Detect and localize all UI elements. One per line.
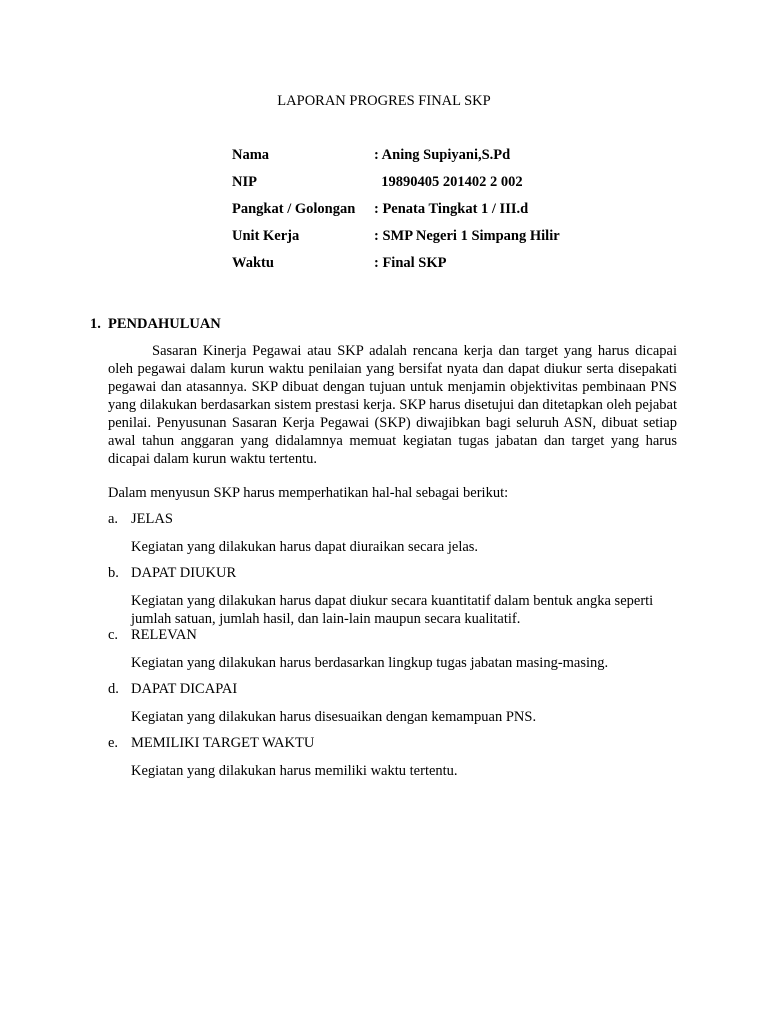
list-item-mark: a.: [108, 511, 119, 527]
section-paragraph: [108, 342, 677, 468]
info-value-waktu: : Final SKP: [374, 255, 447, 271]
list-item-title: MEMILIKI TARGET WAKTU: [131, 735, 315, 751]
list-item-desc: Kegiatan yang dilakukan harus memiliki waktu tertentu.: [131, 763, 458, 779]
info-label-nama: Nama: [232, 147, 270, 163]
info-label-nip: NIP: [232, 174, 257, 190]
list-item-mark: c.: [108, 627, 119, 643]
list-item-mark: b.: [108, 565, 119, 581]
info-value-nama: : Aning Supiyani,S.Pd: [374, 147, 511, 163]
list-item-title: JELAS: [131, 511, 173, 527]
list-item-title: DAPAT DICAPAI: [131, 681, 238, 697]
info-value-unit-kerja: : SMP Negeri 1 Simpang Hilir: [374, 228, 560, 244]
document-title: LAPORAN PROGRES FINAL SKP: [277, 93, 491, 109]
section-title: PENDAHULUAN: [108, 316, 221, 332]
list-item-mark: d.: [108, 681, 119, 697]
section-number: 1.: [90, 316, 101, 332]
list-item-desc: Kegiatan yang dilakukan harus berdasarkan lingkup tugas jabatan masing-masing.: [131, 655, 609, 671]
list-item-title: DAPAT DIUKUR: [131, 565, 237, 581]
info-label-pangkat: Pangkat / Golongan: [232, 201, 356, 217]
list-item-mark: e.: [108, 735, 119, 751]
section-intro: Dalam menyusun SKP harus memperhatikan hal-hal sebagai berikut:: [108, 485, 509, 501]
list-item-desc: Kegiatan yang dilakukan harus disesuaikan dengan kemampuan PNS.: [131, 709, 537, 725]
info-value-pangkat: : Penata Tingkat 1 / III.d: [374, 201, 529, 217]
list-item-desc: Kegiatan yang dilakukan harus dapat diukur secara kuantitatif dalam bentuk angka seperti jumlah satuan, jumlah hasil, dan lain-lain maupun secara kualitatif.: [131, 593, 654, 627]
paragraph-text: Sasaran Kinerja Pegawai atau SKP adalah rencana kerja dan target yang harus dicapai oleh pegawai dalam kurun waktu penilaian yang bersifat nyata dan dapat diukur serta disepakati pegawai dan atasannya. SKP dibuat dengan tujuan untuk menjamin objektivitas pembinaan PNS yang dilakukan berdasarkan sistem prestasi kerja. SKP harus disetujui dan ditetapkan oleh pejabat penilai. Penyusunan Sasaran Kerja Pegawai (SKP) diwajibkan bagi seluruh ASN, dibuat setiap awal tahun anggaran yang didalamnya memuat kegiatan tugas jabatan dan target yang harus dicapai dalam kurun waktu tertentu.: [108, 343, 677, 467]
info-label-waktu: Waktu: [232, 255, 274, 271]
list-item-title: RELEVAN: [131, 627, 197, 643]
list-item-desc: Kegiatan yang dilakukan harus dapat diuraikan secara jelas.: [131, 539, 479, 555]
info-label-unit-kerja: Unit Kerja: [232, 228, 300, 244]
info-value-nip: 19890405 201402 2 002: [374, 174, 523, 190]
